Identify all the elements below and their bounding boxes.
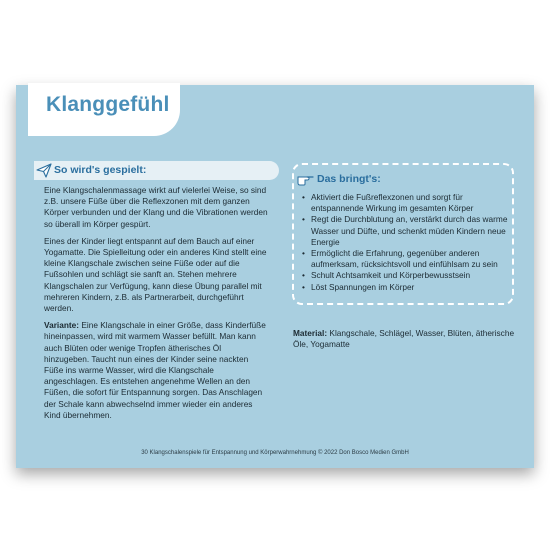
benefits-list — [302, 192, 512, 293]
bullet: • — [302, 281, 305, 292]
title-tab — [28, 83, 180, 136]
bullet: • — [302, 248, 305, 259]
instructions-paragraph: Eines der Kinder liegt entspannt auf dem Bauch auf einer Yogamatte. Die Spielleitung oder ein anderes Kind stellt eine kleine Klangschale zwischen seine Füße oder auf die Fußsohlen und schlägt sie sanft an. Stehen mehrere Klangschalen zur Verfügung, kann diese Übung parallel mit mehreren Kindern, z.B. als Partnerarbeit, durchgeführt werden. — [44, 235, 267, 314]
card-title: Klanggefühl — [46, 93, 170, 116]
benefit-item: • Schult Achtsamkeit und Körperbewusstsein — [302, 270, 471, 281]
benefit-item: • Ermöglicht die Erfahrung, gegenüber anderen aufmerksam, rücksichtsvoll und einfühlsam zu sein — [302, 248, 498, 270]
material-label: Material: — [293, 328, 328, 338]
benefit-item: • Löst Spannungen im Körper — [302, 281, 415, 292]
instructions — [44, 185, 268, 427]
bullet: • — [302, 270, 305, 281]
footer-credit: 30 Klangschalenspiele für Entspannung und Körperwahrnehmung © 2022 Don Bosco Medien GmbH — [141, 450, 409, 456]
benefit-item: • Regt die Durchblutung an, verstärkt durch das warme Wasser und Düfte, und schenkt müden Kindern neue Energie — [302, 214, 508, 247]
variant-paragraph — [44, 320, 268, 421]
paper-plane-icon — [36, 162, 52, 178]
bullet: • — [302, 214, 305, 225]
benefits-heading — [297, 170, 497, 189]
how-to-play-heading-text: So wird's gespielt: — [54, 164, 147, 176]
instructions-paragraph: Eine Klangschalenmassage wirkt auf vielerlei Weise, so sind z.B. unsere Füße über die Reflexzonen mit dem ganzen Körper verbunden und der Klang und die Vibrationen werden so überall im Körper gespürt. — [44, 185, 268, 229]
bullet: • — [302, 192, 305, 202]
variant-label: Variante: — [44, 320, 80, 331]
benefit-item: • Aktiviert die Fußreflexzonen und sorgt für entspannende Wirkung im gesamten Körper — [302, 192, 474, 214]
how-to-play-heading — [34, 161, 279, 180]
pointing-hand-icon — [297, 171, 313, 187]
material-text: Klangschale, Schlägel, Wasser, Blüten, ätherische Öle, Yogamatte — [293, 328, 515, 350]
variant-text: Eine Klangschale in einer Größe, dass Kinderfüße hineinpassen, wird mit warmem Wasser befüllt. Man kann auch Blüten oder wenige Tropfen ätherisches Öl hinzugeben. Taucht nun eines der Kinder seine nackten Füße ins warme Wasser, wird die Klangschale angeschlagen. Es entstehen angenehme Wellen an den Füßen, die sofort für Entspannung sorgen. Das Anschlagen der Schale kann abwechselnd immer wieder ein anderes Kind übernehmen. — [44, 320, 266, 420]
benefits-heading-text: Das bringt's: — [317, 173, 381, 185]
material-line — [293, 328, 515, 350]
